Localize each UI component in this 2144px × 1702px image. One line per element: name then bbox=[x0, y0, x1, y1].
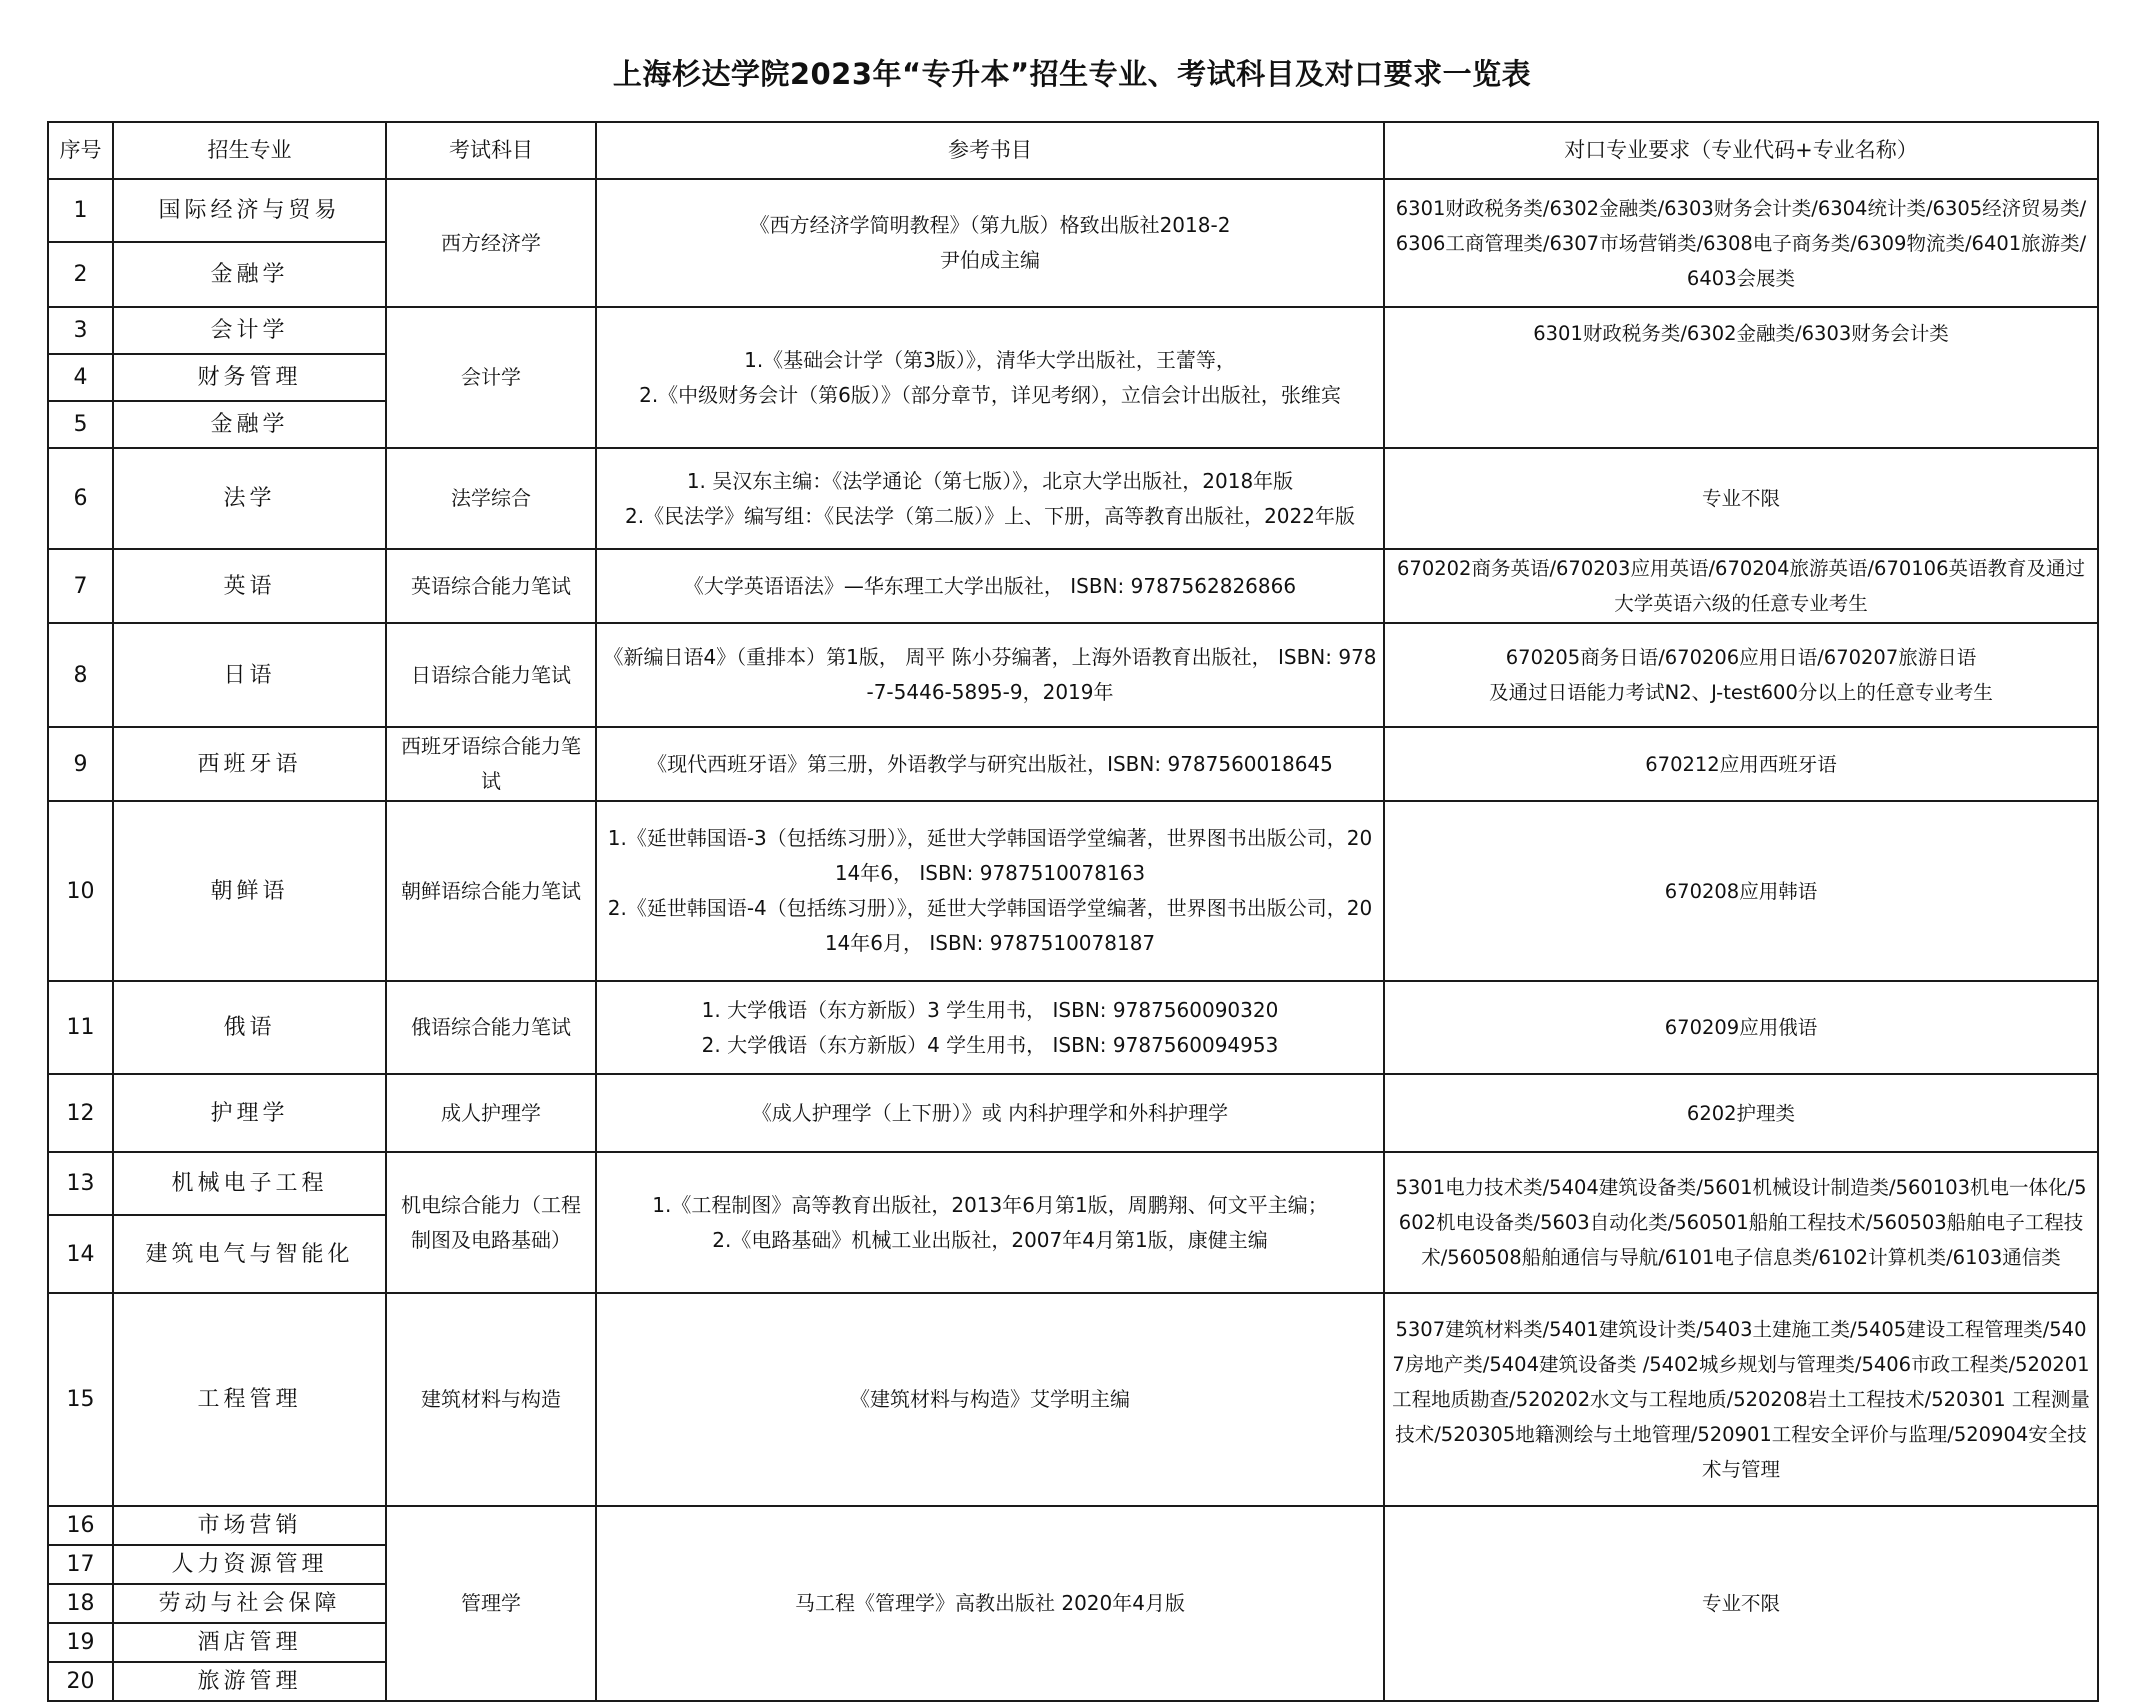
book-line: 1.《延世韩国语-3（包括练习册）》，延世大学韩国语学堂编著，世界图书出版公司，2014年6， ISBN: 9787510078163 bbox=[607, 826, 1373, 885]
major-requirement: 670202商务英语/670203应用英语/670204旅游英语/670106英语教育及通过大学英语六级的任意专业考生 bbox=[1384, 549, 2098, 623]
row-number: 4 bbox=[48, 354, 113, 401]
major-requirement: 6301财政税务类/6302金融类/6303财务会计类/6304统计类/6305经济贸易类/6306工商管理类/6307市场营销类/6308电子商务类/6309物流类/6401旅游类/6403会展类 bbox=[1384, 179, 2098, 307]
table-row bbox=[48, 1074, 2098, 1152]
table-row bbox=[48, 307, 2098, 354]
requirement-line: 670205商务日语/670206应用日语/670207旅游日语 bbox=[1505, 646, 1977, 669]
major-name: 西班牙语 bbox=[113, 727, 386, 801]
major-name: 俄语 bbox=[113, 981, 386, 1074]
book-line: 《大学英语语法》—华东理工大学出版社， ISBN: 9787562826866 bbox=[683, 573, 1297, 598]
reference-books bbox=[596, 727, 1384, 801]
major-name: 机械电子工程 bbox=[113, 1152, 386, 1215]
major-requirement: 670212应用西班牙语 bbox=[1384, 727, 2098, 801]
reference-books bbox=[596, 1293, 1384, 1506]
book-line: 《成人护理学（上下册）》或 内科护理学和外科护理学 bbox=[751, 1100, 1229, 1125]
row-number: 9 bbox=[48, 727, 113, 801]
major-name: 英语 bbox=[113, 549, 386, 623]
exam-subject: 英语综合能力笔试 bbox=[386, 549, 596, 623]
row-number: 3 bbox=[48, 307, 113, 354]
major-requirement: 5307建筑材料类/5401建筑设计类/5403土建施工类/5405建设工程管理类/5407房地产类/5404建筑设备类 /5402城乡规划与管理类/5406市政工程类/520201工程地质勘查/520202水文与工程地质/520208岩土工程技术/520301 工程测量技术/520305地籍测绘与土地管理/520901工程安全评价与监理/520904安全技术与管理 bbox=[1384, 1293, 2098, 1506]
row-number: 15 bbox=[48, 1293, 113, 1506]
reference-books bbox=[596, 1152, 1384, 1293]
exam-subject: 西班牙语综合能力笔试 bbox=[386, 727, 596, 801]
major-name: 酒店管理 bbox=[113, 1623, 386, 1662]
page-title: 上海杉达学院2023年“专升本”招生专业、考试科目及对口要求一览表 bbox=[612, 57, 1532, 91]
major-name: 旅游管理 bbox=[113, 1662, 386, 1701]
book-line: 1. 大学俄语（东方新版）3 学生用书， ISBN: 9787560090320 bbox=[701, 997, 1279, 1022]
row-number: 12 bbox=[48, 1074, 113, 1152]
major-requirement: 6301财政税务类/6302金融类/6303财务会计类 bbox=[1384, 307, 2098, 448]
major-requirement: 专业不限 bbox=[1384, 1506, 2098, 1701]
exam-subject: 建筑材料与构造 bbox=[386, 1293, 596, 1506]
reference-books bbox=[596, 981, 1384, 1074]
header-seq: 序号 bbox=[48, 122, 113, 179]
major-name: 人力资源管理 bbox=[113, 1545, 386, 1584]
row-number: 5 bbox=[48, 401, 113, 448]
header-books: 参考书目 bbox=[596, 122, 1384, 179]
table-row bbox=[48, 1293, 2098, 1506]
major-name: 护理学 bbox=[113, 1074, 386, 1152]
table-row bbox=[48, 1506, 2098, 1545]
row-number: 13 bbox=[48, 1152, 113, 1215]
major-requirement: 5301电力技术类/5404建筑设备类/5601机械设计制造类/560103机电一体化/5602机电设备类/5603自动化类/560501船舶工程技术/560503船舶电子工程技术/560508船舶通信与导航/6101电子信息类/6102计算机类/6103通信类 bbox=[1384, 1152, 2098, 1293]
exam-subject: 管理学 bbox=[386, 1506, 596, 1701]
exam-subject: 朝鲜语综合能力笔试 bbox=[386, 801, 596, 981]
book-line: 《建筑材料与构造》艾学明主编 bbox=[850, 1387, 1130, 1411]
requirement-line: 及通过日语能力考试N2、J-test600分以上的任意专业考生 bbox=[1489, 681, 1993, 704]
book-line: 2. 大学俄语（东方新版）4 学生用书， ISBN: 9787560094953 bbox=[701, 1032, 1279, 1057]
reference-books bbox=[596, 179, 1384, 307]
reference-books bbox=[596, 307, 1384, 448]
row-number: 2 bbox=[48, 242, 113, 307]
exam-subject: 日语综合能力笔试 bbox=[386, 623, 596, 727]
reference-books bbox=[596, 1074, 1384, 1152]
exam-subject: 西方经济学 bbox=[386, 179, 596, 307]
table-row bbox=[48, 549, 2098, 623]
major-name: 日语 bbox=[113, 623, 386, 727]
row-number: 14 bbox=[48, 1215, 113, 1293]
exam-subject: 成人护理学 bbox=[386, 1074, 596, 1152]
exam-subject: 俄语综合能力笔试 bbox=[386, 981, 596, 1074]
reference-books bbox=[596, 448, 1384, 549]
table-row bbox=[48, 727, 2098, 801]
book-line: 《新编日语4》（重排本）第1版， 周平 陈小芬编著，上海外语教育出版社， ISBN: 978-7-5446-5895-9，2019年 bbox=[603, 645, 1377, 704]
exam-subject: 机电综合能力（工程制图及电路基础） bbox=[386, 1152, 596, 1293]
book-line: 尹伯成主编 bbox=[940, 248, 1040, 272]
row-number: 20 bbox=[48, 1662, 113, 1701]
book-line: 1.《基础会计学（第3版）》，清华大学出版社，王蕾等， bbox=[744, 347, 1236, 372]
row-number: 19 bbox=[48, 1623, 113, 1662]
reference-books bbox=[596, 549, 1384, 623]
major-name: 劳动与社会保障 bbox=[113, 1584, 386, 1623]
exam-subject: 会计学 bbox=[386, 307, 596, 448]
major-requirement: 专业不限 bbox=[1384, 448, 2098, 549]
reference-books bbox=[596, 801, 1384, 981]
header-major: 招生专业 bbox=[113, 122, 386, 179]
table-row bbox=[48, 981, 2098, 1074]
book-line: 1. 吴汉东主编：《法学通论（第七版）》，北京大学出版社，2018年版 bbox=[686, 468, 1294, 493]
admissions-table bbox=[47, 121, 2099, 1702]
major-requirement: 670209应用俄语 bbox=[1384, 981, 2098, 1074]
exam-subject: 法学综合 bbox=[386, 448, 596, 549]
reference-books bbox=[596, 623, 1384, 727]
major-name: 国际经济与贸易 bbox=[113, 179, 386, 242]
major-name: 金融学 bbox=[113, 401, 386, 448]
book-line: 1.《工程制图》高等教育出版社，2013年6月第1版，周鹏翔、何文平主编； bbox=[652, 1192, 1328, 1217]
book-line: 《西方经济学简明教程》（第九版）格致出版社2018-2 bbox=[749, 213, 1231, 237]
book-line: 马工程《管理学》高教出版社 2020年4月版 bbox=[795, 1591, 1185, 1615]
major-requirement bbox=[1384, 623, 2098, 727]
header-requirement: 对口专业要求（专业代码+专业名称） bbox=[1384, 122, 2098, 179]
major-name: 建筑电气与智能化 bbox=[113, 1215, 386, 1293]
book-line: 《现代西班牙语》第三册，外语教学与研究出版社，ISBN: 9787560018645 bbox=[647, 751, 1333, 776]
table-row bbox=[48, 623, 2098, 727]
reference-books bbox=[596, 1506, 1384, 1701]
row-number: 11 bbox=[48, 981, 113, 1074]
row-number: 10 bbox=[48, 801, 113, 981]
row-number: 17 bbox=[48, 1545, 113, 1584]
row-number: 7 bbox=[48, 549, 113, 623]
row-number: 1 bbox=[48, 179, 113, 242]
table-header-row bbox=[48, 122, 2098, 179]
major-requirement: 670208应用韩语 bbox=[1384, 801, 2098, 981]
major-requirement: 6202护理类 bbox=[1384, 1074, 2098, 1152]
row-number: 6 bbox=[48, 448, 113, 549]
major-name: 会计学 bbox=[113, 307, 386, 354]
header-subject: 考试科目 bbox=[386, 122, 596, 179]
book-line: 2.《电路基础》机械工业出版社，2007年4月第1版，康健主编 bbox=[712, 1227, 1268, 1252]
table-row bbox=[48, 801, 2098, 981]
table-row bbox=[48, 179, 2098, 242]
book-line: 2.《中级财务会计（第6版）》（部分章节，详见考纲），立信会计出版社，张维宾 bbox=[639, 382, 1341, 407]
major-name: 朝鲜语 bbox=[113, 801, 386, 981]
row-number: 16 bbox=[48, 1506, 113, 1545]
table-row bbox=[48, 448, 2098, 549]
book-line: 2.《民法学》编写组：《民法学（第二版）》上、下册，高等教育出版社，2022年版 bbox=[625, 503, 1355, 528]
major-name: 市场营销 bbox=[113, 1506, 386, 1545]
table-row bbox=[48, 1152, 2098, 1215]
major-name: 工程管理 bbox=[113, 1293, 386, 1506]
row-number: 8 bbox=[48, 623, 113, 727]
major-name: 财务管理 bbox=[113, 354, 386, 401]
major-name: 法学 bbox=[113, 448, 386, 549]
book-line: 2.《延世韩国语-4（包括练习册）》，延世大学韩国语学堂编著，世界图书出版公司，2014年6月， ISBN: 9787510078187 bbox=[607, 896, 1373, 955]
row-number: 18 bbox=[48, 1584, 113, 1623]
major-name: 金融学 bbox=[113, 242, 386, 307]
